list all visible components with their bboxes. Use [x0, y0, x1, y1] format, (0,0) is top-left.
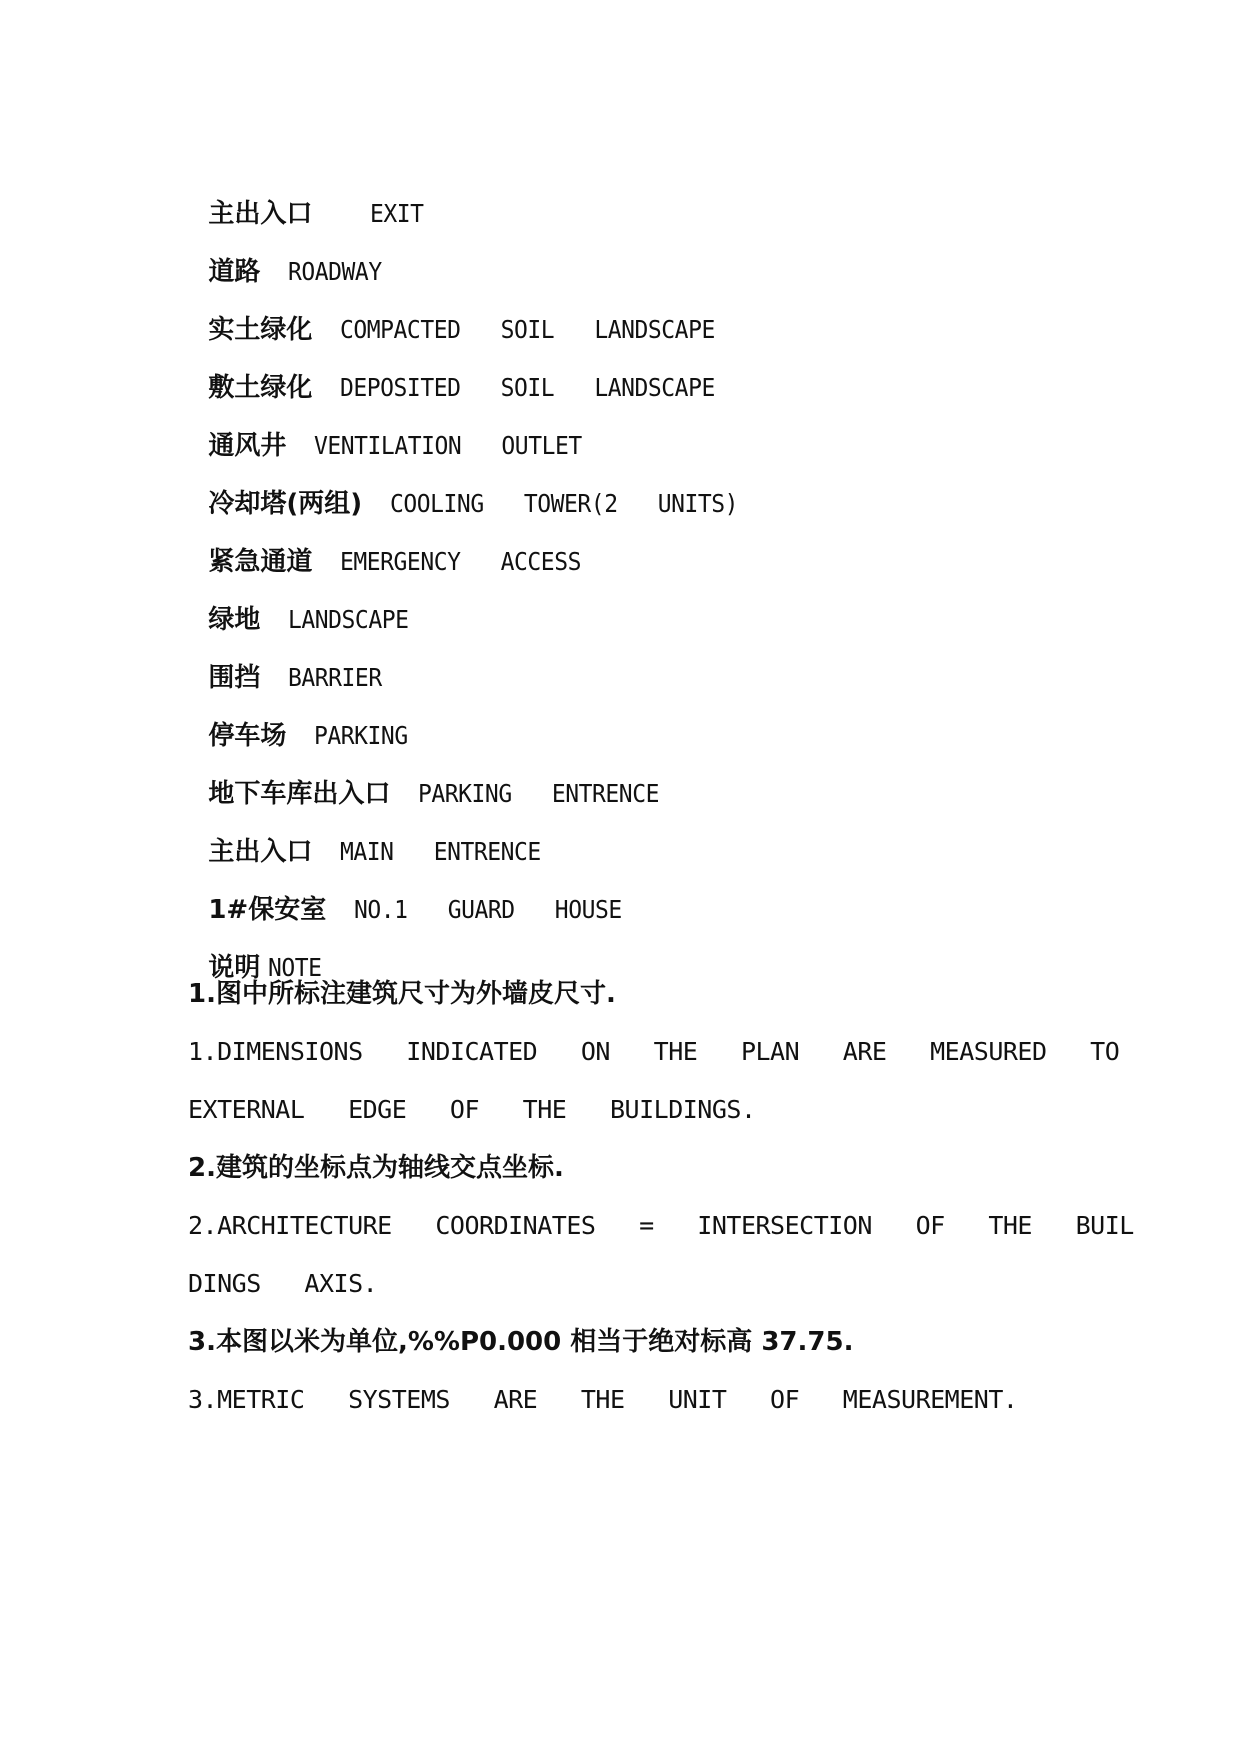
legend-item-parking-entrance — [188, 746, 680, 809]
legend-item-parking — [188, 688, 416, 751]
legend-label-en: MAIN ENTRENCE — [340, 837, 542, 866]
legend-label-en: ROADWAY — [288, 257, 383, 286]
legend-label-zh: 实土绿化 — [208, 315, 313, 345]
legend-label-en: VENTILATION OUTLET — [314, 431, 583, 460]
legend-item-main-exit — [188, 166, 429, 229]
legend-label-zh: 主出入口 — [208, 199, 313, 229]
legend-label-zh: 围挡 — [208, 663, 261, 693]
note-1-en-line2: EXTERNAL EDGE OF THE BUILDINGS. — [188, 1095, 756, 1124]
legend-item-compacted-soil — [188, 282, 748, 345]
legend-label-zh: 道路 — [208, 257, 261, 287]
legend-item-cooling-tower — [188, 456, 768, 519]
legend-label-zh: 冷却塔(两组) — [208, 489, 363, 519]
legend-item-main-entrance — [188, 804, 559, 867]
legend-label-zh: 敷土绿化 — [208, 373, 313, 403]
note-1-en-line1: 1.DIMENSIONS INDICATED ON THE PLAN ARE MEASURED TO — [188, 1037, 1120, 1066]
legend-label-en: EXIT — [370, 199, 424, 228]
note-3-en-line1: 3.METRIC SYSTEMS ARE THE UNIT OF MEASUREMENT. — [188, 1385, 1018, 1414]
legend-label-en: NO.1 GUARD HOUSE — [354, 895, 622, 924]
legend-label-en: PARKING ENTRENCE — [418, 779, 660, 808]
legend-label-zh: 地下车库出入口 — [208, 779, 391, 809]
note-heading-zh: 说明 — [208, 953, 261, 983]
legend-label-en: PARKING — [314, 721, 409, 750]
legend-label-zh: 停车场 — [208, 721, 287, 751]
legend-item-emergency-access — [188, 514, 602, 577]
legend-label-zh: 紧急通道 — [208, 547, 313, 577]
note-3-zh: 3.本图以米为单位,%%P0.000 相当于绝对标高 37.75. — [188, 1327, 854, 1357]
note-heading — [188, 920, 327, 983]
note-2-en-line2: DINGS AXIS. — [188, 1269, 378, 1298]
note-2-zh: 2.建筑的坐标点为轴线交点坐标. — [188, 1153, 564, 1183]
legend-label-en: COOLING TOWER(2 UNITS) — [390, 489, 739, 518]
legend-label-zh: 主出入口 — [208, 837, 313, 867]
note-heading-en: NOTE — [268, 953, 322, 982]
legend-label-zh: 绿地 — [208, 605, 261, 635]
legend-item-barrier — [188, 630, 390, 693]
note-2-en-line1: 2.ARCHITECTURE COORDINATES = INTERSECTION OF THE BUIL — [188, 1211, 1134, 1240]
legend-label-en: DEPOSITED SOIL LANDSCAPE — [340, 373, 716, 402]
legend-label-zh: 通风井 — [208, 431, 287, 461]
legend-item-guard-house — [188, 862, 645, 925]
note-1-zh: 1.图中所标注建筑尺寸为外墙皮尺寸. — [188, 979, 616, 1009]
legend-item-ventilation-outlet — [188, 398, 605, 461]
legend-label-en: EMERGENCY ACCESS — [340, 547, 582, 576]
legend-item-deposited-soil — [188, 340, 748, 403]
legend-item-landscape — [188, 572, 419, 635]
legend-label-en: COMPACTED SOIL LANDSCAPE — [340, 315, 716, 344]
legend-label-zh: 1#保安室 — [208, 895, 327, 925]
legend-label-en: BARRIER — [288, 663, 383, 692]
legend-label-en: LANDSCAPE — [288, 605, 409, 634]
legend-item-roadway — [188, 224, 390, 287]
